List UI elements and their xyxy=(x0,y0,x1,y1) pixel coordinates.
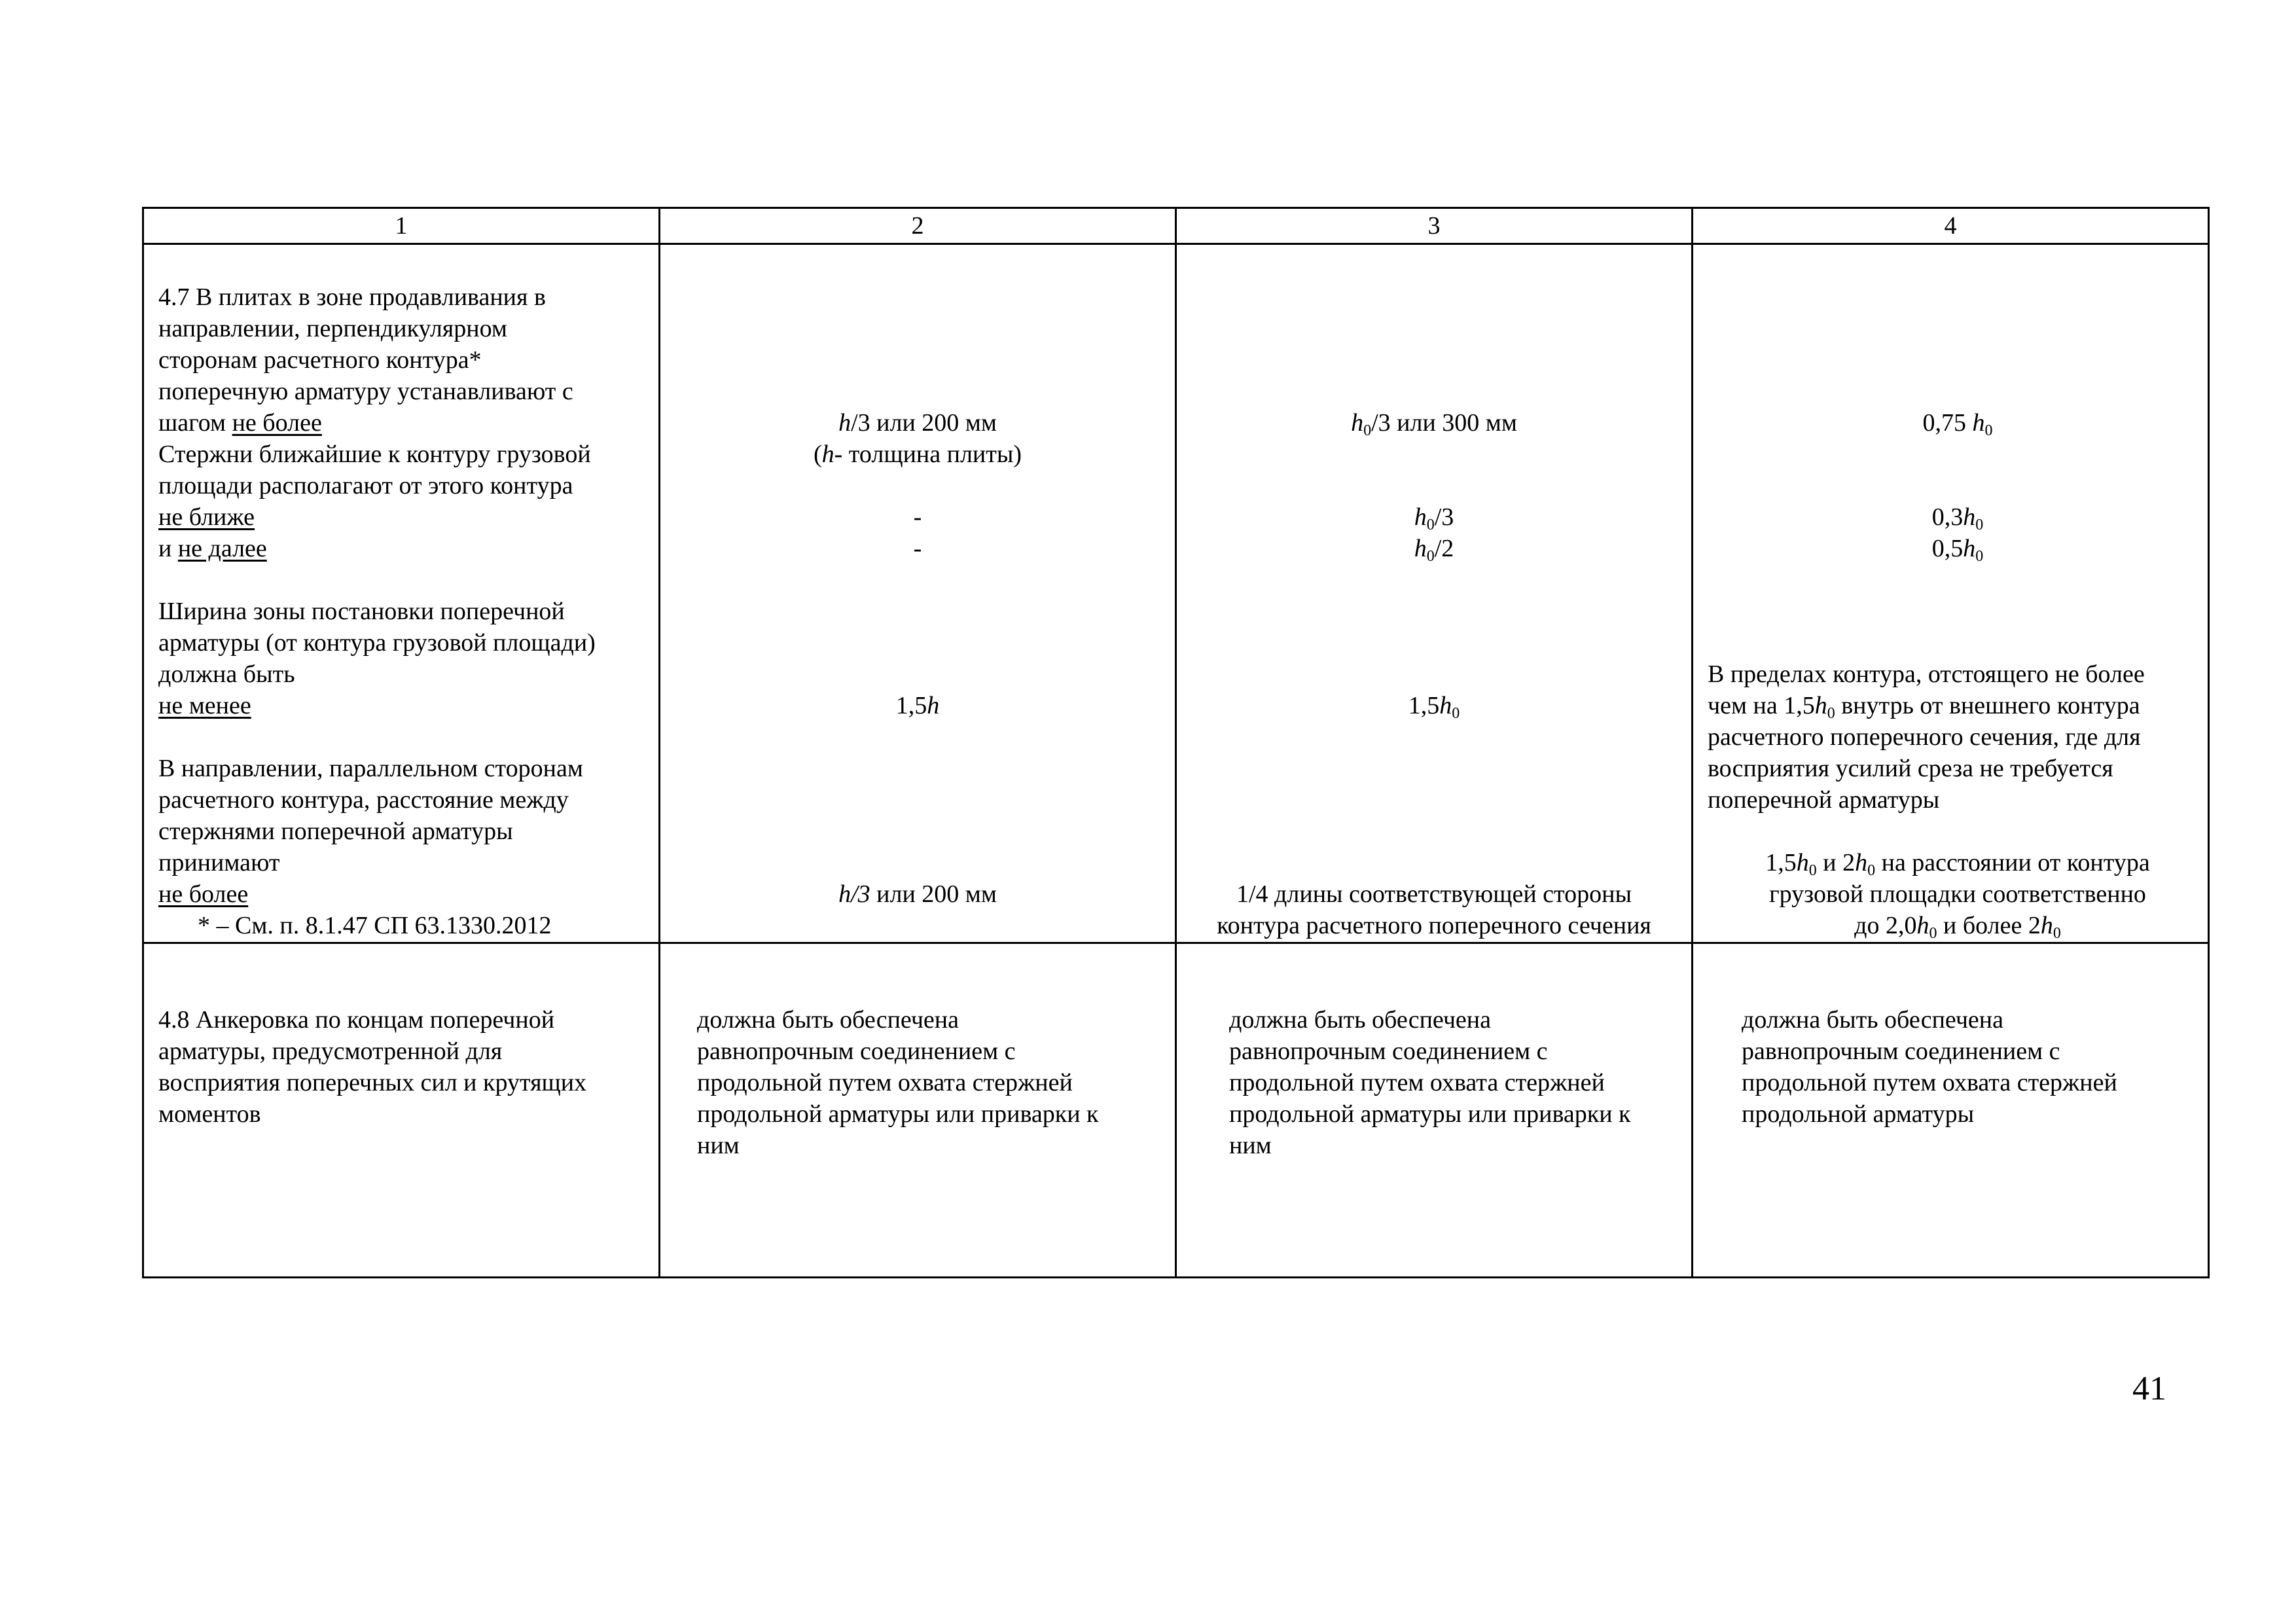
text-line: Стержни ближайшие к контуру грузовой xyxy=(158,441,591,468)
max-distance-value: - xyxy=(913,535,922,562)
text-line: моментов xyxy=(158,1100,261,1128)
text-line: поперечную арматуру устанавливают с xyxy=(158,378,573,405)
spacing-value-line2: контура расчетного поперечного сечения xyxy=(1217,912,1651,939)
text-line: равнопрочным соединением с xyxy=(697,1038,1016,1065)
text-line: восприятия поперечных сил и крутящих xyxy=(158,1069,587,1096)
min-distance-value: - xyxy=(913,503,922,531)
text-line: продольной арматуры или приварки к xyxy=(1229,1100,1631,1128)
text-line: ним xyxy=(697,1132,740,1159)
text-line: должна быть обеспечена xyxy=(1229,1006,1492,1034)
text-line xyxy=(158,878,248,910)
zone-width-text: восприятия усилий среза не требуется xyxy=(1708,755,2113,782)
min-distance-value: $h_0/3$ xyxy=(1414,503,1454,533)
underlined-term: не более xyxy=(232,409,322,437)
spacing-value-line1: 1/4 длины соответствующей стороны xyxy=(1236,880,1632,908)
row-4-8-col-1 xyxy=(143,943,660,1278)
spacing-text: до $2,0h_0$ и более $2h_0$ xyxy=(1854,912,2061,942)
text-line: 4.7 В плитах в зоне продавливания в xyxy=(158,283,546,311)
step-value: h/3 или 200 мм xyxy=(838,409,997,437)
text-line xyxy=(158,690,251,721)
step-value: $h_0/3$ или 300 мм xyxy=(1351,409,1517,439)
spacing-text: грузовой площадки соответственно xyxy=(1769,880,2146,908)
text-line: расчетного контура, расстояние между xyxy=(158,786,569,814)
column-header-1: 1 xyxy=(143,208,660,244)
step-value: 0,75 $h_0$ xyxy=(1922,409,1993,439)
spacing-text: $1,5h_0$ и $2h_0$ на расстоянии от контура xyxy=(1765,849,2150,879)
text-line: равнопрочным соединением с xyxy=(1229,1038,1548,1065)
zone-width-text: В пределах контура, отстоящего не более xyxy=(1708,660,2145,688)
zone-width-value: $1,5h_0$ xyxy=(1408,692,1460,722)
max-distance-value: $0,5h_0$ xyxy=(1931,535,1984,565)
row-4-7-col-2 xyxy=(660,244,1176,943)
text-line: продольной путем охвата стержней xyxy=(1229,1069,1605,1096)
zone-width-text: расчетного поперечного сечения, где для xyxy=(1708,723,2141,751)
text-line: направлении, перпендикулярном xyxy=(158,315,507,342)
table-row-4-7 xyxy=(143,244,2209,943)
text-line: должна быть обеспечена xyxy=(697,1006,960,1034)
text-line: сторонам расчетного контура* xyxy=(158,346,482,374)
min-distance-value: $0,3h_0$ xyxy=(1931,503,1984,533)
text-line: Ширина зоны постановки поперечной xyxy=(158,598,565,625)
text-line: продольной арматуры xyxy=(1742,1100,1975,1128)
text-line: продольной арматуры или приварки к xyxy=(697,1100,1099,1128)
spacing-value: h/3 или 200 мм xyxy=(838,880,997,908)
text-line: шагом не более xyxy=(158,409,322,437)
max-distance-value: $h_0/2$ xyxy=(1414,535,1454,565)
zone-width-value: 1,5h xyxy=(895,692,940,719)
underlined-term: не более xyxy=(158,880,249,908)
row-4-8-col-2 xyxy=(660,943,1176,1278)
row-4-7-col-3 xyxy=(1176,244,1693,943)
step-note: (h- толщина плиты) xyxy=(813,441,1022,468)
text-line: площади располагают от этого контура xyxy=(158,472,573,499)
zone-width-text: поперечной арматуры xyxy=(1708,786,1940,814)
text-line xyxy=(158,501,255,533)
column-header-3: 3 xyxy=(1176,208,1693,244)
table-header-row xyxy=(143,208,2209,244)
row-4-7-col-4 xyxy=(1693,244,2209,943)
text-line: арматуры, предусмотренной для xyxy=(158,1038,503,1065)
row-4-8-col-4 xyxy=(1693,943,2209,1278)
text-line: ним xyxy=(1229,1132,1272,1159)
page-number: 41 xyxy=(2132,1370,2166,1407)
text-line: должна быть обеспечена xyxy=(1742,1006,2004,1034)
row-4-7-col-1 xyxy=(143,244,660,943)
underlined-term: не менее xyxy=(158,692,251,719)
table-row-4-8 xyxy=(143,943,2209,1278)
footnote: * – См. п. 8.1.47 СП 63.1330.2012 xyxy=(198,912,552,939)
text-line: продольной путем охвата стержней xyxy=(697,1069,1073,1096)
underlined-term: не ближе xyxy=(158,503,255,531)
text-line: 4.8 Анкеровка по концам поперечной xyxy=(158,1006,555,1034)
text-line: должна быть xyxy=(158,660,295,688)
text-line: стержнями поперечной арматуры xyxy=(158,818,513,845)
text-line: равнопрочным соединением с xyxy=(1742,1038,2060,1065)
text-line: продольной путем охвата стержней xyxy=(1742,1069,2117,1096)
row-4-8-col-3 xyxy=(1176,943,1693,1278)
underlined-term: не далее xyxy=(177,535,267,562)
text-line: и не далее xyxy=(158,535,267,562)
text-line: принимают xyxy=(158,849,280,876)
column-header-4: 4 xyxy=(1693,208,2209,244)
column-header-2: 2 xyxy=(660,208,1176,244)
zone-width-text: чем на $1,5h_0$ внутрь от внешнего контура xyxy=(1708,692,2140,722)
requirements-table xyxy=(142,207,2210,1278)
text-line: арматуры (от контура грузовой площади) xyxy=(158,629,596,657)
text-line: В направлении, параллельном сторонам xyxy=(158,755,583,782)
